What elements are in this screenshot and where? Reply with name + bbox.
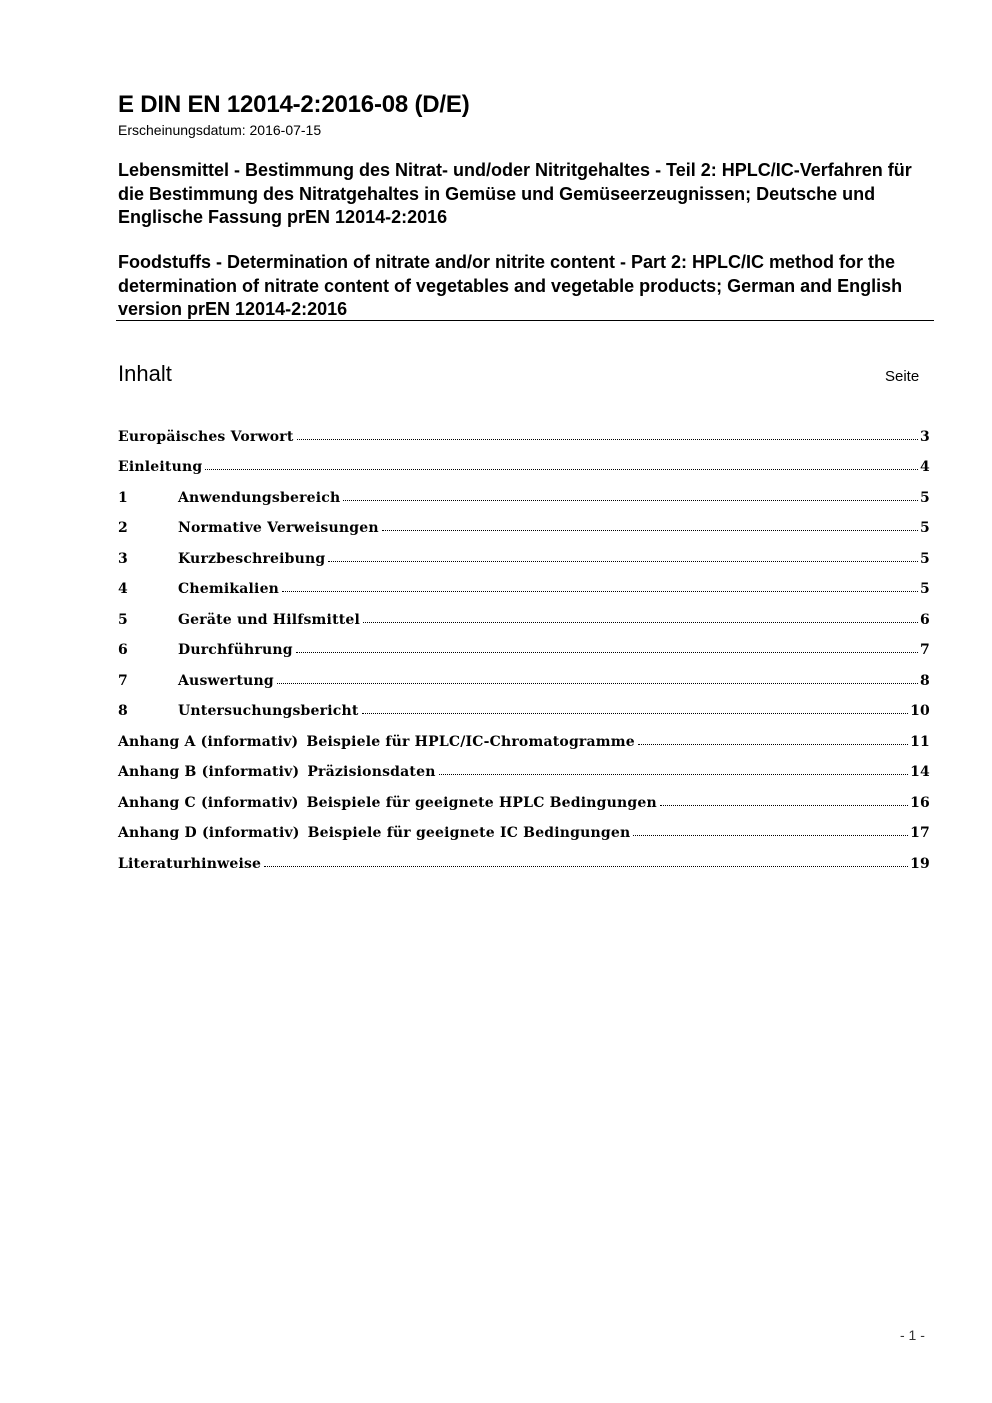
toc-entry-5-geraete-und-hilfsmittel[interactable] bbox=[118, 597, 930, 628]
toc-entry-europaeisches-vorwort[interactable] bbox=[118, 414, 930, 445]
toc-leader-dots bbox=[277, 669, 918, 684]
page-number: - 1 - bbox=[900, 1327, 925, 1343]
toc-entry-title: Chemikalien bbox=[178, 581, 282, 597]
toc-entry-page: 19 bbox=[910, 855, 930, 872]
toc-entry-title: Normative Verweisungen bbox=[178, 520, 382, 536]
toc-leader-dots bbox=[638, 730, 908, 745]
toc-page-column-label: Seite bbox=[885, 368, 920, 385]
toc-entry-page: 3 bbox=[920, 428, 930, 445]
toc-entry-title bbox=[118, 764, 439, 780]
toc-entry-number: 4 bbox=[118, 581, 128, 597]
toc-entry-page: 5 bbox=[920, 550, 930, 567]
toc-entry-page: 16 bbox=[910, 794, 930, 811]
toc-entry-title bbox=[118, 734, 638, 750]
toc-entry-title: Kurzbeschreibung bbox=[178, 551, 328, 567]
toc-entry-title: Literaturhinweise bbox=[118, 856, 264, 872]
toc-leader-dots bbox=[633, 821, 908, 836]
toc-entry-number: 5 bbox=[118, 611, 128, 628]
toc-entry-page: 6 bbox=[920, 611, 930, 628]
toc-entry-number: 6 bbox=[118, 642, 128, 658]
toc-entry-title: Auswertung bbox=[178, 673, 277, 689]
document-id: E DIN EN 12014-2:2016-08 (D/E) bbox=[118, 91, 470, 118]
toc-entry-title: Einleitung bbox=[118, 459, 205, 475]
toc-entry-number: 8 bbox=[118, 703, 128, 719]
toc-annex-title: Beispiele für geeignete HPLC Bedingungen bbox=[306, 794, 657, 811]
toc-entry-einleitung[interactable] bbox=[118, 445, 930, 476]
toc-entry-title: Durchführung bbox=[178, 642, 296, 658]
publication-date: Erscheinungsdatum: 2016-07-15 bbox=[118, 122, 322, 138]
toc-entry-page: 4 bbox=[920, 459, 930, 475]
toc-entry-page: 8 bbox=[920, 672, 930, 689]
toc-leader-dots bbox=[328, 547, 918, 562]
toc-annex-label: Anhang D (informativ) bbox=[118, 825, 300, 841]
toc-entry-title bbox=[118, 795, 660, 811]
toc-entry-anhang-d[interactable] bbox=[118, 811, 930, 842]
toc-leader-dots bbox=[439, 760, 909, 775]
table-of-contents bbox=[118, 414, 930, 872]
toc-entry-6-durchfuehrung[interactable] bbox=[118, 628, 930, 659]
toc-annex-label: Anhang C (informativ) bbox=[118, 794, 299, 811]
toc-entry-number: 2 bbox=[118, 520, 128, 536]
toc-entry-title: Anwendungsbereich bbox=[178, 490, 343, 506]
toc-leader-dots bbox=[296, 638, 918, 653]
toc-leader-dots bbox=[205, 455, 918, 470]
toc-leader-dots bbox=[264, 852, 908, 867]
toc-entry-number: 1 bbox=[118, 489, 128, 506]
title-german: Lebensmittel - Bestimmung des Nitrat- und/oder Nitritgehaltes - Teil 2: HPLC/IC-Verfahren für die Bestimmung des Nitratgehaltes in Gemüse und Gemüseerzeugnissen; Deutsche und Englische Fassung prEN 12014-2:2016 bbox=[118, 160, 912, 227]
toc-annex-title: Präzisionsdaten bbox=[307, 764, 436, 780]
toc-annex-label: Anhang B (informativ) bbox=[118, 764, 300, 780]
toc-annex-title: Beispiele für HPLC/IC-Chromatogramme bbox=[306, 733, 635, 750]
toc-entry-anhang-c[interactable] bbox=[118, 780, 930, 811]
toc-entry-title: Geräte und Hilfsmittel bbox=[178, 612, 363, 628]
toc-entry-page: 7 bbox=[920, 642, 930, 658]
toc-entry-4-chemikalien[interactable] bbox=[118, 567, 930, 598]
toc-entry-page: 11 bbox=[910, 733, 930, 750]
title-english: Foodstuffs - Determination of nitrate and/or nitrite content - Part 2: HPLC/IC method for the determination of nitrate content of vegetables and vegetable products; German and English version prEN 12014-2:2016 bbox=[118, 252, 903, 319]
toc-entry-page: 14 bbox=[910, 764, 930, 780]
toc-leader-dots bbox=[362, 699, 909, 714]
toc-entry-2-normative-verweisungen[interactable] bbox=[118, 506, 930, 537]
toc-entry-anhang-b[interactable] bbox=[118, 750, 930, 781]
toc-entry-title bbox=[118, 825, 633, 841]
toc-entry-page: 5 bbox=[920, 489, 930, 506]
toc-entry-1-anwendungsbereich[interactable] bbox=[118, 475, 930, 506]
toc-entry-page: 5 bbox=[920, 520, 930, 536]
toc-leader-dots bbox=[343, 486, 918, 501]
toc-leader-dots bbox=[382, 516, 918, 531]
toc-leader-dots bbox=[282, 577, 918, 592]
title-divider bbox=[116, 320, 934, 321]
toc-entry-number: 7 bbox=[118, 672, 128, 689]
toc-entry-literaturhinweise[interactable] bbox=[118, 841, 930, 872]
toc-entry-title: Untersuchungsbericht bbox=[178, 703, 362, 719]
toc-annex-label: Anhang A (informativ) bbox=[118, 733, 299, 750]
toc-entry-page: 17 bbox=[910, 825, 930, 841]
toc-annex-title: Beispiele für geeignete IC Bedingungen bbox=[307, 825, 631, 841]
toc-leader-dots bbox=[363, 608, 918, 623]
toc-entry-number: 3 bbox=[118, 550, 128, 567]
toc-leader-dots bbox=[660, 791, 908, 806]
toc-entry-page: 5 bbox=[920, 581, 930, 597]
toc-entry-page: 10 bbox=[910, 703, 930, 719]
toc-entry-title: Europäisches Vorwort bbox=[118, 429, 297, 445]
toc-entry-3-kurzbeschreibung[interactable] bbox=[118, 536, 930, 567]
toc-entry-anhang-a[interactable] bbox=[118, 719, 930, 750]
toc-entry-8-untersuchungsbericht[interactable] bbox=[118, 689, 930, 720]
toc-heading: Inhalt bbox=[118, 361, 172, 386]
toc-leader-dots bbox=[297, 425, 919, 440]
toc-entry-7-auswertung[interactable] bbox=[118, 658, 930, 689]
